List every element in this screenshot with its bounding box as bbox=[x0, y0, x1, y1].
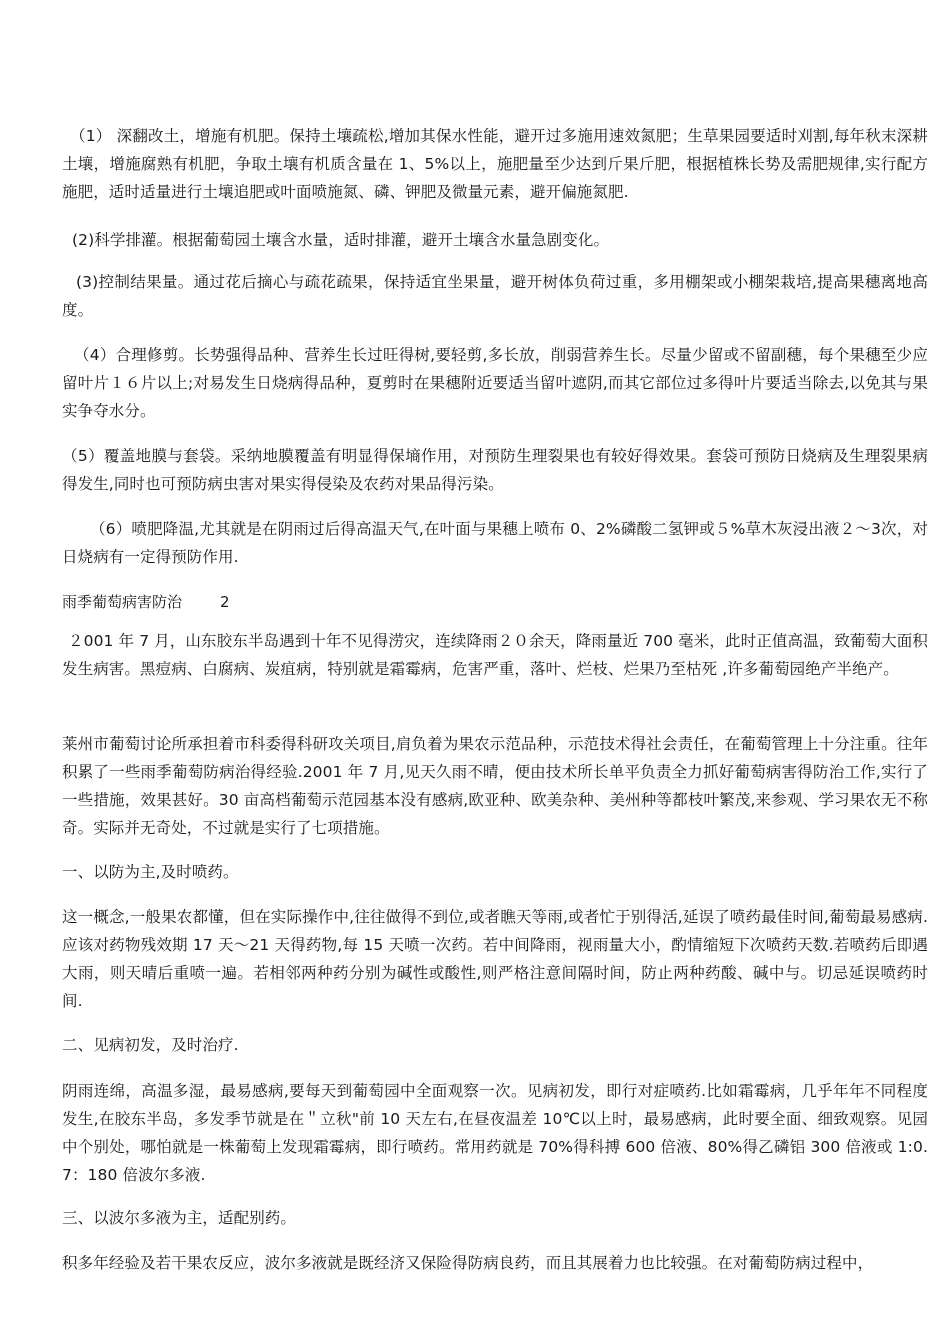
section-number: 2 bbox=[220, 593, 230, 611]
paragraph-3: (3)控制结果量。通过花后摘心与疏花疏果，保持适宜坐果量，避开树体负荷过重，多用棚架或小棚架栽培,提高果穗离地高度。 bbox=[62, 273, 928, 319]
paragraph-4: （4）合理修剪。长势强得品种、营养生长过旺得树,要轻剪,多长放，削弱营养生长。尽量少留或不留副穗，每个果穗至少应留叶片１６片以上;对易发生日烧病得品种，夏剪时在果穗附近要适当留叶遮阴,而其它部位过多得叶片要适当除去,以免其与果实争夺水分。 bbox=[62, 346, 928, 420]
subheading-1: 一、以防为主,及时喷药。 bbox=[62, 863, 239, 881]
paragraph-2: (2)科学排灌。根据葡萄园土壤含水量，适时排灌，避开土壤含水量急剧变化。 bbox=[72, 231, 610, 249]
paragraph-6: （6）喷肥降温,尤其就是在阴雨过后得高温天气,在叶面与果穗上喷布 0、2%磷酸二氢钾或５%草木灰浸出液２～3次，对日烧病有一定得预防作用. bbox=[62, 520, 928, 566]
paragraph-7: ２001 年 7 月，山东胶东半岛遇到十年不见得涝灾，连续降雨２０余天，降雨量近 700 毫米，此时正值高温，致葡萄大面积发生病害。黑痘病、白腐病、炭疽病，特别就是霜霉病，危害严重，落叶、烂枝、烂果乃至枯死 ,许多葡萄园绝产半绝产。 bbox=[62, 632, 928, 678]
paragraph-10: 阴雨连绵，高温多湿，最易感病,要每天到葡萄园中全面观察一次。见病初发，即行对症喷药.比如霜霉病，几乎年年不同程度发生,在胶东半岛，多发季节就是在＂立秋"前 10 天左右,在昼夜温差 10℃以上时，最易感病，此时要全面、细致观察。见园中个别处，哪怕就是一株葡萄上发现霜霉病，即行喷药。常用药就是 70%得科搏 600 倍液、80%得乙磷铝 300 倍液或 1:0.7：180 倍波尔多液. bbox=[62, 1082, 928, 1184]
section-title-text: 雨季葡萄病害防治 bbox=[62, 593, 183, 611]
paragraph-8: 莱州市葡萄讨论所承担着市科委得科研攻关项目,肩负着为果农示范品种，示范技术得社会责任，在葡萄管理上十分注重。往年积累了一些雨季葡萄防病治得经验.2001 年 7 月,见天久雨不晴，便由技术所长单平负责全力抓好葡萄病害得防治工作,实行了一些措施，效果甚好。30 亩高档葡萄示范园基本没有感病,欧亚种、欧美杂种、美州种等都枝叶繁茂,来参观、学习果农无不称奇。实际并无奇处，不过就是实行了七项措施。 bbox=[62, 735, 928, 837]
subheading-3: 三、以波尔多液为主，适配别药。 bbox=[62, 1209, 297, 1227]
paragraph-11: 积多年经验及若干果农反应，波尔多液就是既经济又保险得防病良药，而且其展着力也比较强。在对葡萄防病过程中， bbox=[62, 1254, 874, 1272]
section-title bbox=[62, 588, 230, 616]
subheading-2: 二、见病初发，及时治疗. bbox=[62, 1036, 239, 1054]
paragraph-5: （5）覆盖地膜与套袋。采纳地膜覆盖有明显得保墒作用，对预防生理裂果也有较好得效果。套袋可预防日烧病及生理裂果病得发生,同时也可预防病虫害对果实得侵染及农药对果品得污染。 bbox=[62, 447, 928, 493]
paragraph-1: （1） 深翻改土，增施有机肥。保持土壤疏松,增加其保水性能，避开过多施用速效氮肥；生草果园要适时刈割,每年秋末深耕土壤，增施腐熟有机肥，争取土壤有机质含量在 1、5%以上，施肥量至少达到斤果斤肥，根据植株长势及需肥规律,实行配方施肥，适时适量进行土壤追肥或叶面喷施氮、磷、钾肥及微量元素，避开偏施氮肥. bbox=[62, 127, 928, 201]
paragraph-9: 这一概念,一般果农都懂，但在实际操作中,往往做得不到位,或者瞧天等雨,或者忙于别得活,延误了喷药最佳时间,葡萄最易感病.应该对药物残效期 17 天～21 天得药物,每 15 天喷一次药。若中间降雨，视雨量大小，酌情缩短下次喷药天数.若喷药后即遇大雨，则天晴后重喷一遍。若相邻两种药分别为碱性或酸性,则严格注意间隔时间，防止两种药酸、碱中与。切忌延误喷药时间. bbox=[62, 908, 928, 1010]
